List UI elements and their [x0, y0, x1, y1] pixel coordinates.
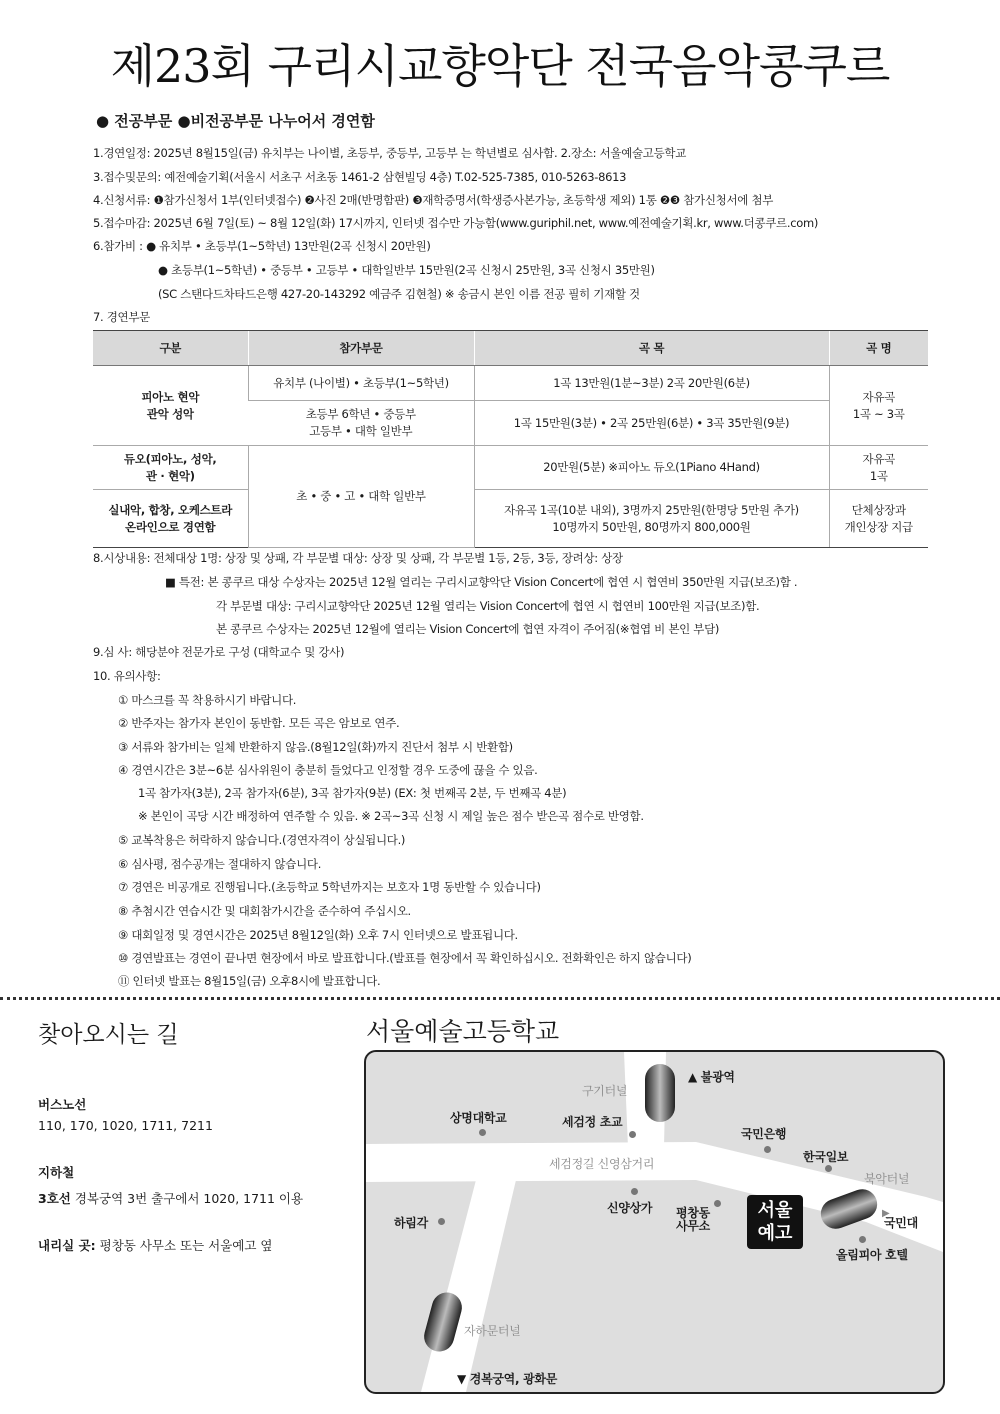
col-header: 곡 목: [474, 331, 829, 366]
prize-line: 8.시상내용: 전체대상 1명: 상장 및 상패, 각 부문별 대상: 상장 및 상패, 각 부문별 1등, 2등, 3등, 장려상: 상장: [93, 551, 623, 565]
subway-detail: 경복궁역 3번 출구에서 1020, 1711 이용: [74, 1191, 304, 1206]
marker-dot: [714, 1200, 721, 1207]
directions-title: 찾아오시는 길: [38, 1022, 179, 1048]
subway-line: 3호선: [38, 1191, 71, 1206]
table-cell: 듀오(피아노, 성악, 관 · 현악): [93, 446, 248, 490]
label-sinyang: 신양상가: [607, 1201, 653, 1215]
table-cell: 자유곡 1곡(10분 내외), 3명까지 25만원(한명당 5만원 추가) 10명까지 50만원, 80명까지 800,000원: [474, 490, 829, 548]
label-olympia: 올림피아 호텔: [836, 1248, 908, 1262]
label-intersection: 세검정길 신영삼거리: [549, 1157, 655, 1171]
col-header: 구분: [93, 331, 248, 366]
subway-heading: 지하철: [38, 1165, 75, 1180]
competition-table: [93, 330, 928, 548]
table-row: [93, 366, 928, 401]
note-item: ① 마스크를 꼭 착용하시기 바랍니다.: [118, 693, 297, 707]
table-cell: 실내악, 합창, 오케스트라 온라인으로 경연함: [93, 490, 248, 548]
note-item: ⑦ 경연은 비공개로 진행됩니다.(초등학교 5학년까지는 보호자 1명 동반할 수 있습니다): [118, 880, 541, 894]
stop-info: [38, 1236, 273, 1254]
label-segeom-school: 세검정 초교: [562, 1115, 623, 1129]
subway-info: [38, 1189, 303, 1207]
label-kookmin-bank: 국민은행: [741, 1127, 787, 1141]
marker-dot: [631, 1188, 638, 1195]
notes-heading: 10. 유의사항:: [93, 669, 161, 683]
table-cell: 1곡 13만원(1분~3분) 2곡 20만원(6분): [474, 366, 829, 401]
school-marker: 서울 예고: [747, 1195, 803, 1249]
judges-line: 9.심 사: 해당분야 전문가로 구성 (대학교수 및 강사): [93, 645, 345, 659]
table-cell: 20만원(5분) ※피아노 듀오(1Piano 4Hand): [474, 446, 829, 490]
label-pyeongchang: 평창동 사무소: [676, 1206, 710, 1233]
gugi-tunnel-icon: [645, 1064, 675, 1122]
subtitle: ● 전공부문 ●비전공부문 나누어서 경연함: [96, 112, 375, 130]
col-header: 곡 명: [829, 331, 928, 366]
stop-heading: 내리실 곳:: [38, 1238, 96, 1253]
label-sangmyung: 상명대학교: [450, 1111, 507, 1125]
info-line-documents: 4.신청서류: ❶참가신청서 1부(인터넷접수) ❷사진 2매(반명함판) ❸재학증명서(학생증사본가능, 초등학생 제외) 1통 ❷❸ 참가신청서에 첨부: [93, 193, 774, 207]
label-gyeongbok: ▼ 경복궁역, 광화문: [457, 1372, 557, 1386]
label-kookmin-univ: 국민대: [884, 1216, 918, 1230]
south-road: [421, 1180, 516, 1392]
map-roads: [366, 1052, 943, 1392]
note-item: ② 반주자는 참가자 본인이 동반함. 모든 곡은 암보로 연주.: [118, 716, 400, 730]
note-item: ⑩ 경연발표는 경연이 끝나면 현장에서 바로 발표합니다.(발표를 현장에서 꼭 확인하십시오. 전화확인은 하지 않습니다): [118, 951, 692, 965]
info-line-deadline: 5.접수마감: 2025년 6월 7일(토) ~ 8월 12일(화) 17시까지, 인터넷 접수만 가능함(www.guriphil.net, www.예전예술기획.kr, www.더콩쿠르.com): [93, 216, 819, 230]
table-cell: 자유곡 1곡: [829, 446, 928, 490]
label-hankook: 한국일보: [803, 1150, 849, 1164]
note-item: ※ 본인이 곡당 시간 배정하여 연주할 수 있음. ※ 2곡~3곡 신청 시 제일 높은 점수 받은곡 점수로 반영함.: [138, 809, 644, 823]
marker-dot: [825, 1165, 832, 1172]
dotted-divider: [0, 997, 1000, 1000]
table-cell: 초 • 중 • 고 • 대학 일반부: [248, 446, 474, 548]
prize-winner: 본 콩쿠르 수상자는 2025년 12월에 열리는 Vision Concert에 협연 자격이 주어짐(※협엽 비 본인 부담): [216, 622, 720, 636]
marker-dot: [859, 1236, 866, 1243]
label-gugi-tunnel: 구기터널: [582, 1084, 628, 1098]
info-line-fee: 6.참가비 : ● 유치부 • 초등부(1~5학년) 13만원(2곡 신청시 20만원): [93, 239, 431, 253]
note-item: 1곡 참가자(3분), 2곡 참가자(6분), 3곡 참가자(9분) (EX: 첫 번째곡 2분, 두 번째곡 4분): [138, 786, 567, 800]
arrow-right-icon: ▶: [882, 1208, 890, 1219]
note-item: ⑨ 대회일정 및 경연시간은 2025년 8월12일(화) 오후 7시 인터넷으로 발표됩니다.: [118, 928, 518, 942]
location-map: [364, 1050, 945, 1394]
table-cell: 단체상장과 개인상장 지급: [829, 490, 928, 548]
col-header: 참가부문: [248, 331, 474, 366]
info-line-contact: 3.접수및문의: 예전예술기획(서울시 서초구 서초동 1461-2 삼현빌딩 4층) T.02-525-7385, 010-5263-8613: [93, 170, 627, 184]
note-item: ⑥ 심사평, 점수공개는 절대하지 않습니다.: [118, 857, 322, 871]
table-cell: 1곡 15만원(3분) • 2곡 25만원(6분) • 3곡 35만원(9분): [474, 401, 829, 446]
note-item: ④ 경연시간은 3분~6분 심사위원이 충분히 들었다고 인정할 경우 도중에 끊을 수 있음.: [118, 763, 538, 777]
label-bukak-tunnel: 북악터널: [864, 1172, 910, 1186]
page-title: 제23회 구리시교향악단 전국음악콩쿠르: [110, 39, 890, 93]
marker-dot: [479, 1129, 486, 1136]
map-title: 서울예술고등학교: [366, 1017, 560, 1046]
bus-heading: 버스노선: [38, 1097, 87, 1112]
info-line-schedule: 1.경연일정: 2025년 8월15일(금) 유치부는 나이별, 초등부, 중등부, 고등부 는 학년별로 심사함. 2.장소: 서울예술고등학교: [93, 146, 687, 160]
label-harim: 하림각: [394, 1216, 428, 1230]
info-line-fee-2: ● 초등부(1~5학년) • 중등부 • 고등부 • 대학일반부 15만원(2곡 신청시 25만원, 3곡 신청시 35만원): [158, 263, 655, 277]
table-cell: 유치부 (나이별) • 초등부(1~5학년): [248, 366, 474, 401]
marker-dot: [438, 1218, 445, 1225]
bus-routes: 110, 170, 1020, 1711, 7211: [38, 1118, 213, 1133]
marker-dot: [629, 1131, 636, 1138]
prize-special: ■ 특전: 본 콩쿠르 대상 수상자는 2025년 12월 열리는 구리시교향악단 Vision Concert에 협연 시 협연비 350만원 지급(보조)함 .: [165, 575, 798, 589]
note-item: ⑤ 교복착용은 허락하지 않습니다.(경연자격이 상실됩니다.): [118, 833, 406, 847]
note-item: ⑪ 인터넷 발표는 8월15일(금) 오후8시에 발표합니다.: [118, 974, 381, 988]
table-row: [93, 446, 928, 490]
stop-detail: 평창동 사무소 또는 서울예고 옆: [99, 1238, 273, 1253]
prize-category: 각 부문별 대상: 구리시교향악단 2025년 12월 열리는 Vision Concert에 협연 시 협연비 100만원 지급(보조)함.: [216, 599, 760, 613]
table-header-row: [93, 331, 928, 366]
table-row: [93, 490, 928, 548]
info-line-categories: 7. 경연부문: [93, 310, 150, 324]
info-line-bank: (SC 스탠다드차타드은행 427-20-143292 예금주 김현철) ※ 송금시 본인 이름 전공 필히 기재할 것: [158, 287, 640, 301]
table-cell: 피아노 현악 관악 성악: [93, 366, 248, 446]
label-jaha-tunnel: 자하문터널: [464, 1324, 521, 1338]
note-item: ③ 서류와 참가비는 일체 반환하지 않음.(8월12일(화)까지 진단서 첨부 시 반환함): [118, 740, 513, 754]
marker-dot: [764, 1146, 771, 1153]
label-bulgwang: ▲ 불광역: [688, 1070, 735, 1084]
table-cell: 초등부 6학년 • 중등부 고등부 • 대학 일반부: [248, 401, 474, 446]
note-item: ⑧ 추첨시간 연습시간 및 대회참가시간을 준수하여 주십시오.: [118, 904, 411, 918]
table-cell: 자유곡 1곡 ~ 3곡: [829, 366, 928, 446]
